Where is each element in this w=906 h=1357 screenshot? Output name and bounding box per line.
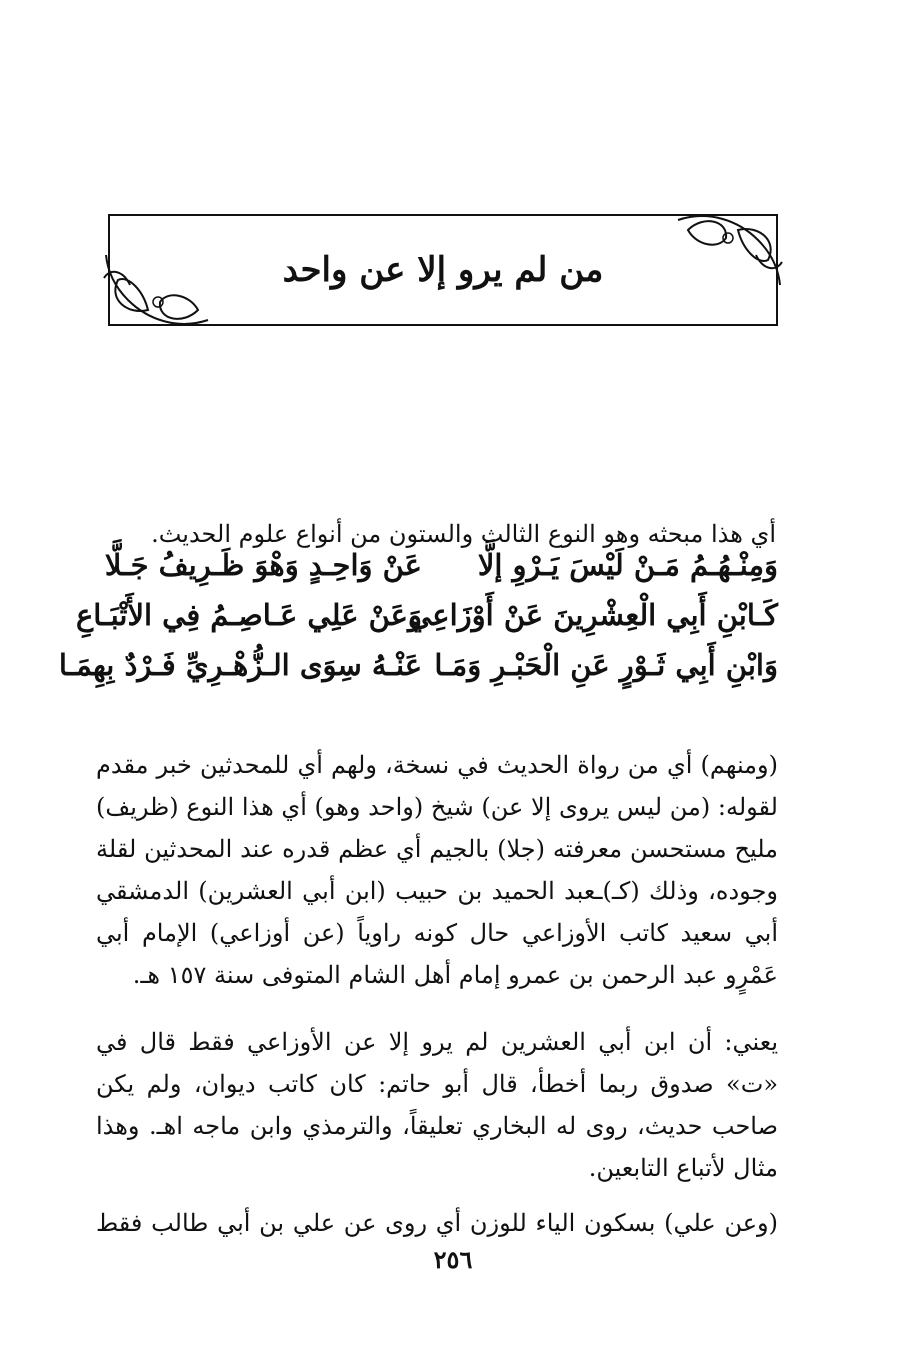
floral-ornament-icon [668, 210, 788, 290]
verse-line [92, 540, 778, 590]
page-title: من لم يرو إلا عن واحد [282, 250, 604, 290]
commentary-paragraph: (وعن علي) بسكون الياء للوزن أي روى عن علي بن أبي طالب فقط [96, 1209, 778, 1237]
title-frame [108, 214, 778, 326]
verse-first-hemistich: وَمِنْـهُـمُ مَـنْ لَيْسَ يَـرْوِ إلَّا [477, 548, 778, 582]
verse-second-hemistich: عَنْ وَاحِـدٍ وَهْوَ ظَـرِيفُ جَـلَّا [104, 548, 422, 582]
verse-first-hemistich: كَـابْنِ أَبِي الْعِشْرِينَ عَنْ أَوْزَاعِي [408, 598, 778, 632]
verse-second-hemistich: وَعَنْ عَلِي عَـاصِـمُ فِي الأَتْبَـاعِ [76, 598, 422, 632]
commentary-paragraph: يعني: أن ابن أبي العشرين لم يرو إلا عن الأوزاعي فقط قال في «ت» صدوق ربما أخطأ، قال أبو حاتم: كان كاتب ديوان، ولم يكن صاحب حديث، روى له البخاري تعليقاً، والترمذي وابن ماجه اهـ. وهذا مثال لأتباع التابعين. [96, 1028, 778, 1182]
verses-block [58, 540, 778, 690]
intro-text: أي هذا مبحثه وهو النوع الثالث والستون من أنواع علوم الحديث. [151, 520, 776, 548]
floral-ornament-icon [98, 250, 218, 330]
verse-second-hemistich: عَنْـهُ سِوَى الـزُّهْـرِيِّ فَـرْدٌ بِهِمَـا [58, 648, 422, 682]
verse-first-hemistich: وَابْنِ أَبِي ثَـوْرٍ عَنِ الْحَبْـرِ وَمَـا [434, 648, 778, 682]
verse-line [76, 590, 778, 640]
commentary-paragraph: (ومنهم) أي من رواة الحديث في نسخة، ولهم أي للمحدثين خبر مقدم لقوله: (من ليس يروى إلا عن) شيخ (واحد وهو) أي هذا النوع (ظريف) مليح مستحسن معرفته (جلا) بالجيم أي عظم قدره عند المحدثين لقلة وجوده، وذلك (كـ)ـعبد الحميد بن حبيب (ابن أبي العشرين) الدمشقي أبي سعيد كاتب الأوزاعي حال كونه راوياً (عن أوزاعي) الإمام أبي عَمْرٍو عبد الرحمن بن عمرو إمام أهل الشام المتوفى سنة ١٥٧ هـ. [96, 751, 778, 989]
verse-line [58, 640, 778, 690]
page-number: ٢٥٦ [433, 1245, 473, 1274]
